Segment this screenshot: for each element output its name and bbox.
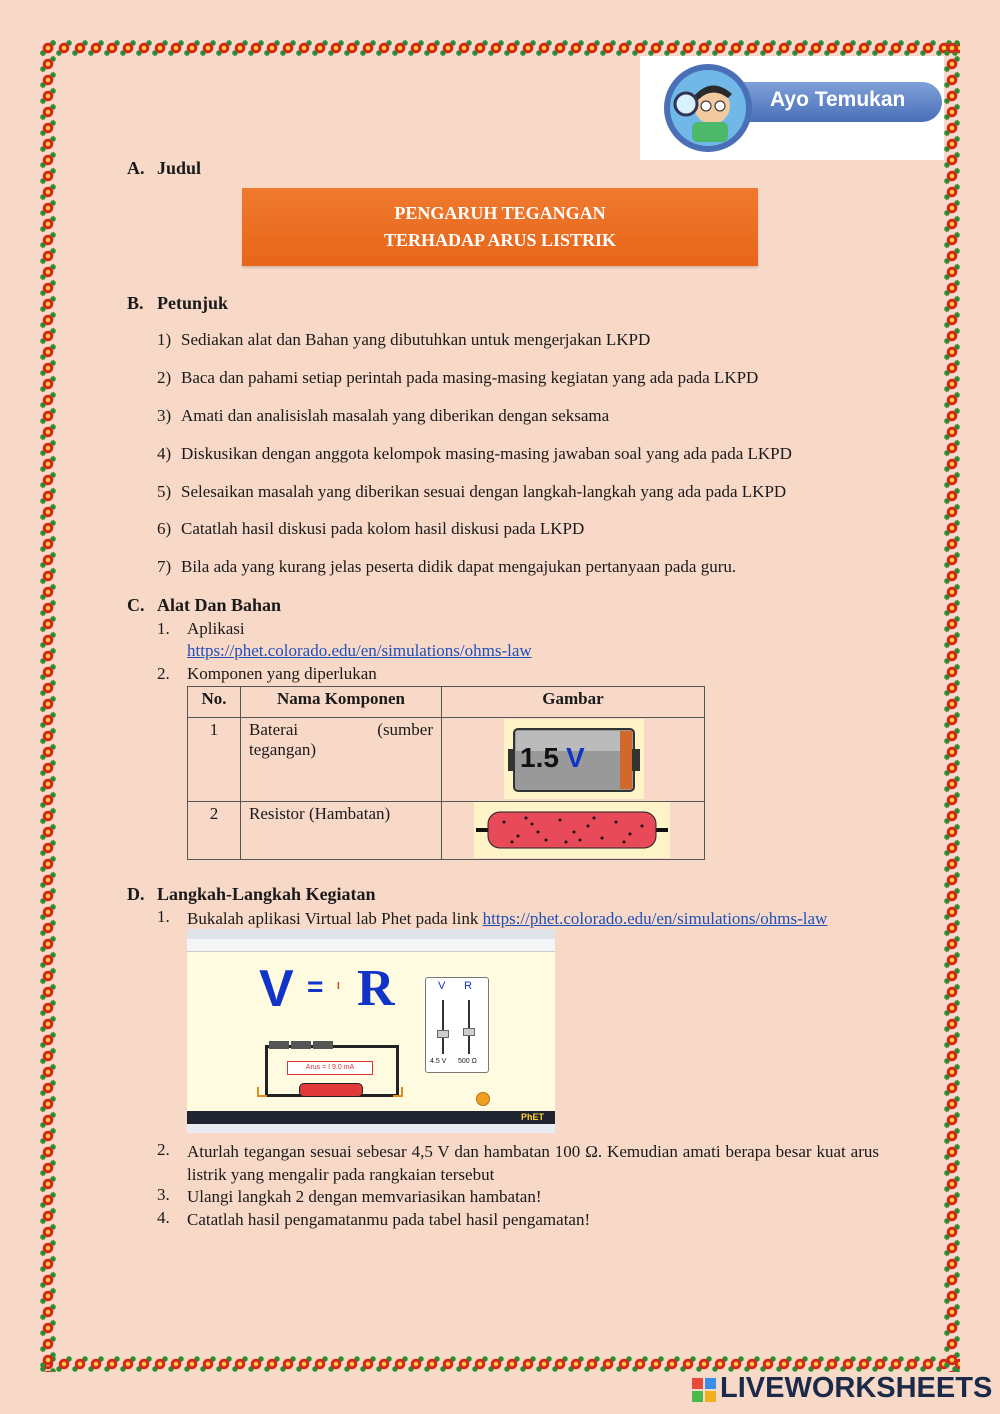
tools-link-row bbox=[187, 641, 532, 661]
components-table bbox=[187, 686, 705, 860]
sim-slider-r-label: R bbox=[464, 980, 472, 992]
sim-voltage-slider[interactable] bbox=[437, 1030, 449, 1038]
phet-link[interactable]: https://phet.colorado.edu/en/simulations/ohms-law bbox=[187, 641, 532, 660]
sim-voltage-value: 4.5 V bbox=[430, 1058, 447, 1065]
cell-no: 1 bbox=[188, 718, 241, 802]
os-taskbar bbox=[187, 1124, 555, 1133]
step-1: Bukalah aplikasi Virtual lab Phet pada link https://phet.colorado.edu/en/simulations/ohms-law bbox=[187, 909, 828, 928]
magnifier-boy-icon bbox=[662, 62, 754, 154]
table-header-row bbox=[188, 687, 705, 718]
liveworksheets-watermark: LIVEWORKSHEETS bbox=[720, 1372, 993, 1404]
header-image: Gambar bbox=[442, 687, 705, 718]
title-banner bbox=[242, 188, 758, 266]
sim-batteries bbox=[269, 1041, 335, 1051]
phet-simulation-screenshot bbox=[187, 929, 555, 1133]
table-row bbox=[188, 802, 705, 860]
header-name: Nama Komponen bbox=[241, 687, 442, 718]
sim-formula-r: R bbox=[357, 960, 395, 1017]
flower-border-bottom bbox=[40, 1356, 960, 1372]
instruction-item: 7) Bila ada yang kurang jelas peserta didik dapat mengajukan pertanyaan pada guru. bbox=[157, 557, 737, 576]
browser-tabs bbox=[187, 929, 555, 939]
sim-resistance-value: 500 Ω bbox=[458, 1058, 477, 1065]
section-b-heading: B. Petunjuk bbox=[127, 293, 229, 313]
badge-text: Ayo Temukan bbox=[770, 88, 906, 111]
instruction-item: 6) Catatlah hasil diskusi pada kolom hasil diskusi pada LKPD bbox=[157, 519, 585, 538]
svg-text:V: V bbox=[566, 742, 585, 773]
step-4-number: 4. bbox=[157, 1208, 170, 1227]
sim-corner-left bbox=[257, 1087, 267, 1097]
step-4: Catatlah hasil pengamatanmu pada tabel hasil pengamatan! bbox=[187, 1210, 591, 1229]
flower-border-right bbox=[944, 40, 960, 1372]
cell-no: 2 bbox=[188, 802, 241, 860]
header-no: No. bbox=[188, 687, 241, 718]
section-c-heading: C. Alat Dan Bahan bbox=[127, 595, 282, 615]
title-line-1: PENGARUH TEGANGAN bbox=[394, 203, 606, 223]
tools-item-app: 1. Aplikasi bbox=[157, 619, 245, 638]
sim-formula-v: V bbox=[259, 960, 294, 1018]
resistor-icon bbox=[474, 802, 670, 858]
instruction-item: 1) Sediakan alat dan Bahan yang dibutuhkan untuk mengerjakan LKPD bbox=[157, 330, 651, 349]
sim-formula-i: I bbox=[337, 981, 340, 992]
svg-text:1.5: 1.5 bbox=[520, 742, 559, 773]
sim-reset-icon[interactable] bbox=[476, 1092, 490, 1106]
step-2-number: 2. bbox=[157, 1140, 170, 1159]
title-line-2: TERHADAP ARUS LISTRIK bbox=[383, 230, 617, 250]
sim-current-reading: Arus = I 9.0 mA bbox=[287, 1061, 373, 1075]
sim-slider-v-label: V bbox=[438, 980, 446, 992]
instruction-item: 3) Amati dan analisislah masalah yang diberikan dengan seksama bbox=[157, 406, 610, 425]
phet-link-step[interactable]: https://phet.colorado.edu/en/simulations/ohms-law bbox=[482, 909, 828, 928]
sim-resistor bbox=[299, 1083, 363, 1097]
instruction-item: 4) Diskusikan dengan anggota kelompok masing-masing jawaban soal yang ada pada LKPD bbox=[157, 444, 792, 463]
sim-corner-right bbox=[393, 1087, 403, 1097]
phet-logo: PhET bbox=[521, 1112, 545, 1122]
battery-icon bbox=[504, 719, 644, 799]
sim-resistance-track bbox=[468, 1000, 470, 1054]
browser-address-bar bbox=[187, 939, 555, 952]
table-row bbox=[188, 718, 705, 802]
cell-image bbox=[442, 802, 705, 860]
section-d-heading: D. Langkah-Langkah Kegiatan bbox=[127, 884, 376, 904]
cell-name: Resistor (Hambatan) bbox=[241, 802, 442, 860]
sim-slider-panel bbox=[425, 977, 489, 1073]
step-2: Aturlah tegangan sesuai sebesar 4,5 V dan hambatan 100 Ω. Kemudian amati berapa besar kuat arus listrik yang mengalir pada rangkaian tersebut bbox=[187, 1142, 879, 1184]
sim-formula-eq: = bbox=[307, 971, 324, 1002]
tools-item-components: 2. Komponen yang diperlukan bbox=[157, 664, 377, 683]
step-3: Ulangi langkah 2 dengan memvariasikan hambatan! bbox=[187, 1187, 542, 1206]
flower-border-left bbox=[40, 40, 56, 1372]
instruction-item: 5) Selesaikan masalah yang diberikan sesuai dengan langkah-langkah yang ada pada LKPD bbox=[157, 482, 787, 501]
instruction-item: 2) Baca dan pahami setiap perintah pada masing-masing kegiatan yang ada pada LKPD bbox=[157, 368, 759, 387]
cell-name: Baterai (sumber tegangan) bbox=[241, 718, 442, 802]
flower-border-top bbox=[40, 40, 960, 56]
liveworksheets-logo-icon bbox=[692, 1378, 716, 1402]
step-1-number: 1. bbox=[157, 907, 170, 926]
section-a-heading: A. Judul bbox=[127, 158, 202, 178]
step-3-number: 3. bbox=[157, 1185, 170, 1204]
sim-voltage-track bbox=[442, 1000, 444, 1054]
sim-resistance-slider[interactable] bbox=[463, 1028, 475, 1036]
cell-image bbox=[442, 718, 705, 802]
